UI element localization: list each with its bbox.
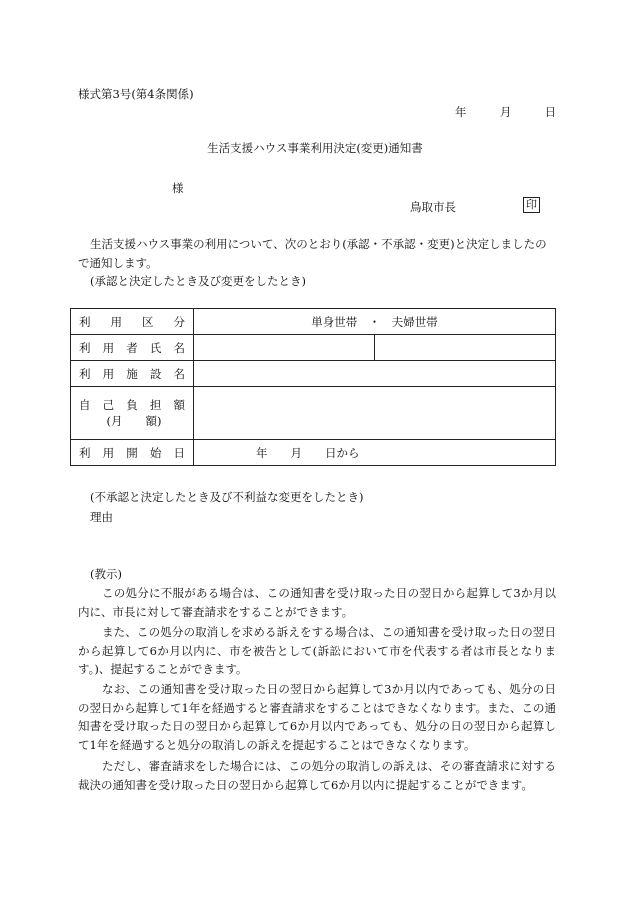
form-number: 様式第3号(第4条関係) bbox=[78, 87, 194, 101]
notice-paragraph-2: また、この処分の取消しを求める訴えをする場合は、この通知書を受け取った日の翌日から起算して6か月以内に、市を被告として(訴訟において市を代表する者は市長となります。)、提起することができます。 bbox=[78, 625, 556, 677]
table-row bbox=[71, 387, 556, 440]
table-row bbox=[71, 309, 556, 335]
label-usage-category: 利用区分 bbox=[71, 309, 194, 335]
date-month: 月 bbox=[499, 105, 512, 119]
notice-heading: (教示) bbox=[90, 567, 122, 581]
label-self-pay-sub: (月 額) bbox=[106, 414, 162, 428]
recipient-suffix: 様 bbox=[172, 181, 184, 195]
value-self-pay bbox=[194, 387, 556, 440]
value-user-name-2 bbox=[375, 335, 556, 361]
decision-table bbox=[70, 308, 556, 466]
notice-paragraph-4: ただし、審査請求をした場合には、この処分の取消しの訴えは、その審査請求に対する裁決の通知書を受け取った日の翌日から起算して6か月以内に提起することができます。 bbox=[78, 759, 556, 792]
table-row bbox=[71, 361, 556, 387]
value-facility-name bbox=[194, 361, 556, 387]
reject-note: (不承認と決定したとき及び不利益な変更をしたとき) bbox=[90, 490, 364, 504]
table-row bbox=[71, 440, 556, 466]
intro-paragraph: 生活支援ハウス事業の利用について、次のとおり(承認・不承認・変更)と決定しましたので通知します。 bbox=[78, 237, 547, 270]
value-start-date: 年 月 日から bbox=[194, 440, 556, 466]
value-usage-category: 単身世帯 ・ 夫婦世帯 bbox=[194, 309, 556, 335]
seal-mark: 印 bbox=[523, 197, 540, 213]
date-line bbox=[455, 104, 556, 120]
approve-note: (承認と決定したとき及び変更をしたとき) bbox=[90, 274, 306, 288]
table-row bbox=[71, 335, 556, 361]
label-facility-name: 利用施設名 bbox=[71, 361, 194, 387]
notice-paragraph-3: なお、この通知書を受け取った日の翌日から起算して3か月以内であっても、処分の日の翌日から起算して1年を経過すると審査請求をすることはできなくなります。また、この通知書を受け取った日の翌日から起算して6か月以内であっても、処分の日の翌日から起算して1年を経過すると処分の取消しの訴えを提起することはできなくなります。 bbox=[78, 682, 556, 753]
date-day: 日 bbox=[544, 105, 557, 119]
label-self-pay-main: 自己負担額 bbox=[79, 398, 185, 412]
label-start-date: 利用開始日 bbox=[71, 440, 194, 466]
notice-paragraph-1: この処分に不服がある場合は、この通知書を受け取った日の翌日から起算して3か月以内に、市長に対して審査請求をすることができます。 bbox=[78, 586, 556, 619]
label-self-pay bbox=[71, 387, 194, 440]
value-user-name-1 bbox=[194, 335, 375, 361]
issuer-name: 鳥取市長 bbox=[410, 200, 456, 214]
label-user-name: 利用者氏名 bbox=[71, 335, 194, 361]
date-year: 年 bbox=[455, 105, 467, 119]
document-title: 生活支援ハウス事業利用決定(変更)通知書 bbox=[207, 141, 423, 155]
reason-label: 理由 bbox=[90, 510, 113, 524]
